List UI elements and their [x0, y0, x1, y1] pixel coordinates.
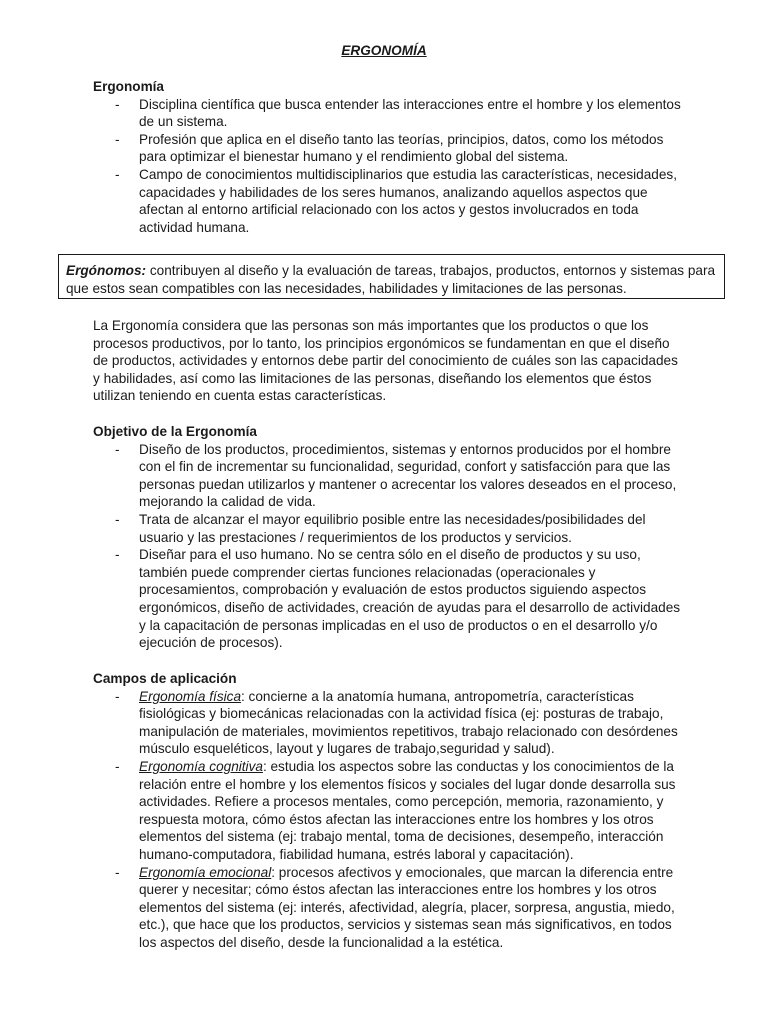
campos-heading: Campos de aplicación [93, 671, 237, 686]
dash-bullet: - [115, 547, 120, 563]
dash-bullet: - [115, 758, 120, 774]
intro-section [93, 78, 683, 236]
list-item-text: Diseño de los productos, procedimientos, sistemas y entornos producidos por el hombre con el fin de incrementar su funcionalidad, seguridad, confort y satisfacción para que las personas puedan utilizarlos y mantener o acrecentar los valores deseados en el proceso, mejorando la calidad de vida. [139, 441, 677, 510]
campo-term: Ergonomía emocional [139, 864, 272, 880]
list-item [93, 166, 683, 236]
campos-section [93, 670, 683, 952]
list-item [93, 688, 683, 758]
campo-term: Ergonomía cognitiva [139, 758, 263, 774]
dash-bullet: - [115, 96, 120, 112]
list-item [93, 546, 683, 652]
body-paragraph: La Ergonomía considera que las personas son más importantes que los productos o que los procesos productivos, por lo tanto, los principios ergonómicos se fundamentan en que el diseño de productos, actividades y entornos debe partir del conocimiento de cuáles son las capacidades y habilidades, así como las limitaciones de las personas, diseñando los elementos que éstos utilizan teniendo en cuenta estas características. [93, 318, 678, 404]
list-item-text: Diseñar para el uso humano. No se centra sólo en el diseño de productos y su uso, también puede comprender ciertas funciones relacionadas (operacionales y procesamientos, comprobación y evaluación de estos productos siguiendo aspectos ergonómicos, diseño de actividades, creación de ayudas para el desarrollo de actividades y la capacitación de personas implicadas en el uso de productos o en el desarrollo y/o ejecución de procesos). [139, 547, 681, 651]
intro-list [93, 96, 683, 237]
ergonomos-term: Ergónomos: [66, 263, 147, 278]
list-item [93, 131, 683, 166]
ergonomos-text: contribuyen al diseño y la evaluación de tareas, trabajos, productos, entornos y sistemas para que estos sean compatibles con las necesidades, habilidades y limitaciones de las personas. [66, 263, 716, 296]
list-item-text: Disciplina científica que busca entender las interacciones entre el hombre y los elementos de un sistema. [139, 96, 681, 130]
list-item [93, 441, 683, 511]
dash-bullet: - [115, 441, 120, 457]
campo-text: : procesos afectivos y emocionales, que marcan la diferencia entre querer y necesitar; cómo éstos afectan las interacciones entre los hombres y los otros elementos del sistema (ej: interés, afectividad, alegría, placer, sorpresa, angustia, miedo, etc.), que hace que los productos, servicios y sistemas sean más significativos, en todos los aspectos del diseño, desde la funcionalidad a la estética. [139, 864, 675, 950]
dash-bullet: - [115, 131, 120, 147]
list-item [93, 511, 683, 546]
list-item [93, 758, 683, 864]
list-item [93, 96, 683, 131]
list-item-text: Trata de alcanzar el mayor equilibrio posible entre las necesidades/posibilidades del usuario y las prestaciones / requerimientos de los productos y servicios. [139, 511, 646, 545]
objetivo-section [93, 423, 683, 652]
campo-text: : estudia los aspectos sobre las conductas y los conocimientos de la relación entre el hombre y los elementos físicos y sociales del lugar donde desarrolla sus actividades. Refiere a procesos mentales, como percepción, memoria, razonamiento, y respuesta motora, cómo éstos afectan las interacciones entre los hombres y los otros elementos del sistema (ej: trabajo mental, toma de decisiones, desempeño, interacción humano-computadora, fiabilidad humana, estrés laboral y capacitación). [139, 758, 676, 862]
campo-term: Ergonomía física [139, 688, 241, 704]
list-item-text: Campo de conocimientos multidisciplinarios que estudia las características, necesidades, capacidades y habilidades de los seres humanos, analizando aquellos aspectos que afectan al entorno artificial relacionado con los actos y gestos involucrados en toda actividad humana. [139, 166, 677, 235]
campos-list [93, 688, 683, 952]
list-item-text: Profesión que aplica en el diseño tanto las teorías, principios, datos, como los métodos para optimizar el bienestar humano y el rendimiento global del sistema. [139, 131, 664, 165]
intro-heading: Ergonomía [93, 79, 164, 94]
objetivo-list [93, 441, 683, 652]
page-title: ERGONOMÍA [341, 43, 427, 58]
objetivo-heading: Objetivo de la Ergonomía [93, 424, 257, 439]
dash-bullet: - [115, 511, 120, 527]
ergonomos-box [58, 254, 725, 299]
dash-bullet: - [115, 864, 120, 880]
campo-text: : concierne a la anatomía humana, antropometría, características fisiológicas y biomecánicas relacionadas con la actividad física (ej: posturas de trabajo, manipulación de materiales, movimientos repetitivos, trabajo relacionado con desórdenes músculo esqueléticos, layout y lugares de trabajo,seguridad y salud). [139, 688, 678, 757]
dash-bullet: - [115, 166, 120, 182]
dash-bullet: - [115, 688, 120, 704]
list-item [93, 864, 683, 952]
